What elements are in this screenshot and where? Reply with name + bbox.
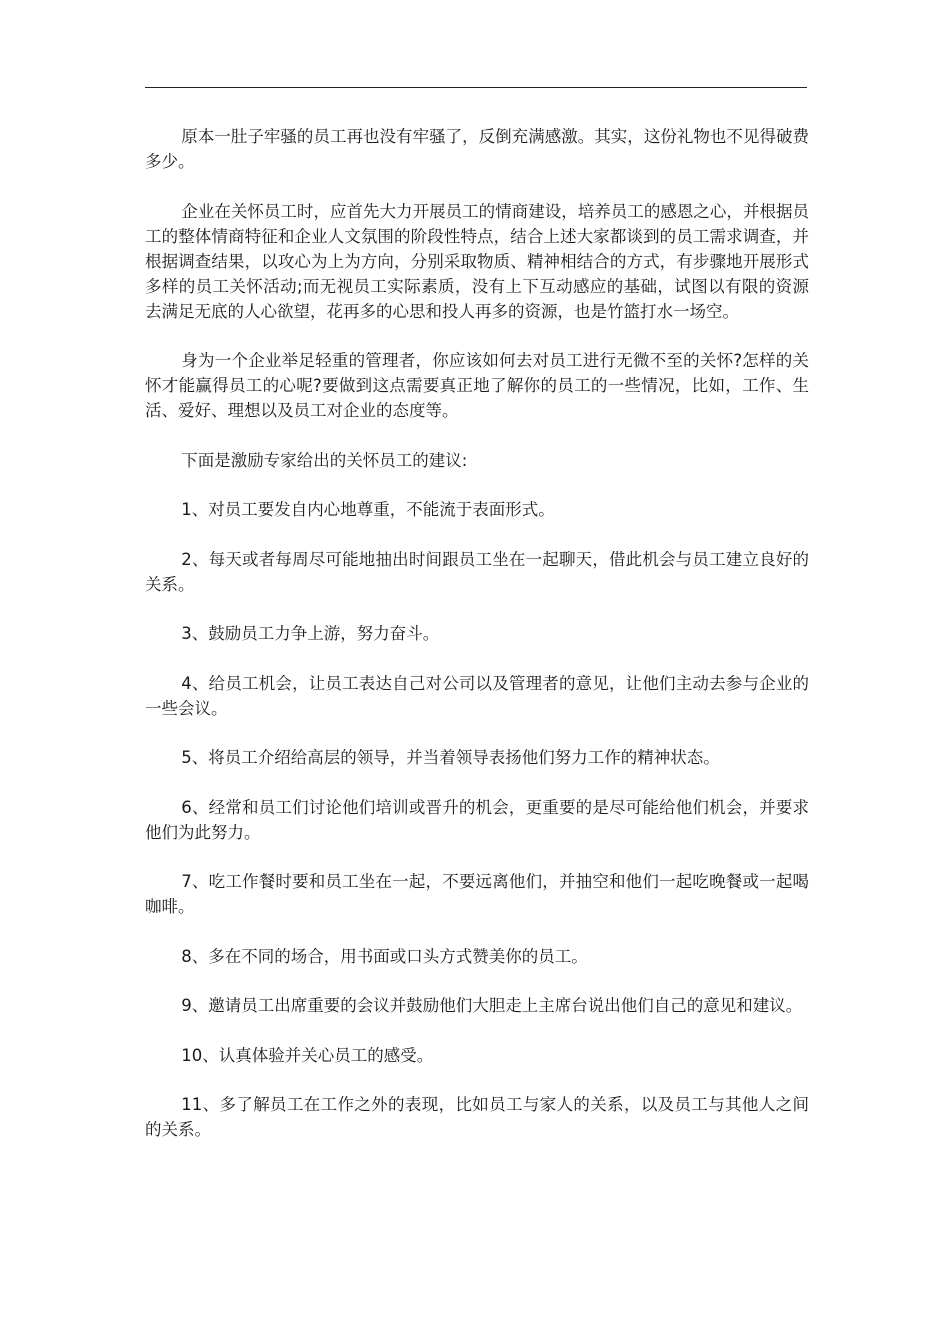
suggestion-item-7: 7、吃工作餐时要和员工坐在一起，不要远离他们，并抽空和他们一起吃晚餐或一起喝咖啡。 (145, 872, 809, 916)
suggestion-item-2: 2、每天或者每周尽可能地抽出时间跟员工坐在一起聊天，借此机会与员工建立良好的关系。 (145, 549, 809, 594)
paragraph-care-strategy: 企业在关怀员工时，应首先大力开展员工的情商建设，培养员工的感恩之心，并根据员工的整体情商特征和企业人文氛围的阶段性特点，结合上述大家都谈到的员工需求调查，并根据调查结果，以攻心为上为方向，分别采取物质、精神相结合的方式，有步骤地开展形式多样的员工关怀活动;而无视员工实际素质，没有上下互动感应的基础，试图以有限的资源去满足无底的人心欲望，花再多的心思和投人再多的资源，也是竹篮打水一场空。 (145, 201, 809, 321)
suggestion-item-11: 11、多了解员工在工作之外的表现，比如员工与家人的关系，以及员工与其他人之间的关系。 (145, 1095, 809, 1139)
suggestion-item-6: 6、经常和员工们讨论他们培训或晋升的机会，更重要的是尽可能给他们机会，并要求他们为此努力。 (145, 797, 809, 842)
suggestion-item-5: 5、将员工介绍给高层的领导，并当着领导表扬他们努力工作的精神状态。 (181, 748, 720, 767)
suggestion-item-1: 1、对员工要发自内心地尊重，不能流于表面形式。 (181, 500, 555, 519)
paragraph-intro-gratitude: 原本一肚子牢骚的员工再也没有牢骚了，反倒充满感激。其实，这份礼物也不见得破费多少。 (145, 127, 809, 171)
suggestion-item-3: 3、鼓励员工力争上游，努力奋斗。 (181, 624, 440, 643)
header-rule (145, 87, 807, 88)
paragraph-manager-question: 身为一个企业举足轻重的管理者，你应该如何去对员工进行无微不至的关怀?怎样的关怀才能赢得员工的心呢?要做到这点需要真正地了解你的员工的一些情况，比如，工作、生活、爱好、理想以及员工对企业的态度等。 (145, 351, 809, 420)
suggestion-item-9: 9、邀请员工出席重要的会议并鼓励他们大胆走上主席台说出他们自己的意见和建议。 (181, 996, 803, 1015)
suggestion-item-4: 4、给员工机会，让员工表达自己对公司以及管理者的意见，让他们主动去参与企业的一些会议。 (145, 673, 809, 718)
paragraph-suggestions-heading: 下面是激励专家给出的关怀员工的建议: (181, 450, 468, 470)
suggestion-item-8: 8、多在不同的场合，用书面或口头方式赞美你的员工。 (181, 946, 588, 966)
document-body (145, 124, 809, 1167)
suggestion-item-10: 10、认真体验并关心员工的感受。 (181, 1045, 434, 1065)
